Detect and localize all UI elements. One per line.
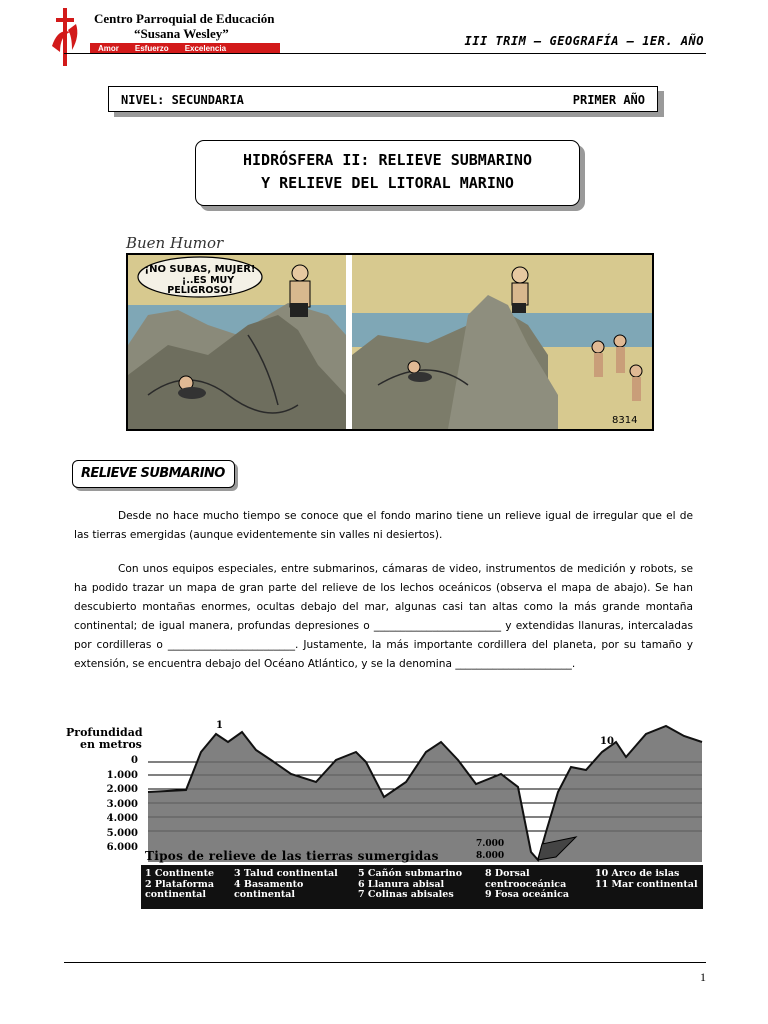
school-name: Centro Parroquial de Educación	[94, 11, 275, 26]
legend-item: 4 Basamento	[234, 878, 304, 890]
depth-label: 5.000	[106, 827, 138, 839]
depth-axis-title	[66, 727, 143, 751]
section-label: RELIEVE SUBMARINO	[81, 466, 225, 481]
title-line-1: HIDRÓSFERA II: RELIEVE SUBMARINO	[243, 151, 532, 169]
paragraph-2	[74, 560, 693, 674]
legend-item: 8 Dorsal	[485, 868, 530, 879]
humor-label: Buen Humor	[126, 234, 224, 252]
motto-effort: Esfuerzo	[134, 44, 169, 53]
paragraph-1	[74, 507, 693, 545]
speech-line-2: ¡..ES MUY	[181, 275, 235, 286]
comic-panel-2	[352, 255, 652, 429]
legend-item: 2 Plataforma	[145, 878, 215, 890]
section-tag	[72, 460, 235, 488]
marker-10: 10	[600, 736, 614, 747]
legend-column	[595, 869, 707, 905]
level-label: NIVEL: SECUNDARIA	[121, 93, 244, 107]
depth-label: 3.000	[106, 798, 138, 810]
depth-label: 0	[131, 755, 138, 766]
legend-column	[358, 869, 485, 905]
school-subtitle: “Susana Wesley”	[134, 26, 229, 41]
paragraph-2-text: Con unos equipos especiales, entre submarinos, cámaras de video, instrumentos de medición y robots, se ha podido trazar un mapa de gran parte del relieve de los lechos oceánicos (observa el mapa de abajo). Se han descubierto montañas enormes, ocultas debajo del mar, algunas casi tan altas como la más grande montaña continental; de igual manera, profundas depresiones o ________________________ y extendidas llanuras, intercaladas por cordilleras o ________________________. Justamente, la más importante cordillera del planeta, por su tamaño y extensión, se encuentra debajo del Océano Atlántico, y se la denomina ______________________.	[74, 563, 693, 670]
legend-column	[145, 869, 234, 905]
depth-label: 6.000	[106, 842, 138, 853]
paragraph-1-text: Desde no hace mucho tiempo se conoce que el fondo marino tiene un relieve igual de irregular que el de las tierras emergidas (aunque evidentemente sin valles ni desiertos).	[74, 510, 693, 541]
title-line-2: Y RELIEVE DEL LITORAL MARINO	[261, 174, 514, 192]
depth-label: 1.000	[106, 769, 138, 781]
level-bar	[108, 86, 658, 112]
motto-love: Amor	[98, 44, 119, 53]
speech-line-3: PELIGROSO!	[167, 285, 233, 296]
depth-title-line-2: en metros	[80, 738, 142, 751]
speech-line-1: ¡NO SUBAS, MUJER!	[144, 264, 256, 275]
relief-legend	[141, 865, 703, 909]
legend-item: 3 Talud continental	[234, 868, 338, 879]
deep-depth-labels	[476, 838, 504, 862]
year-label: PRIMER AÑO	[572, 93, 645, 107]
deep-depth-label: 8.000	[476, 851, 505, 861]
comic-panel-1	[128, 255, 346, 429]
page-number: 1	[700, 970, 706, 984]
school-logo	[50, 6, 80, 68]
legend-column	[485, 869, 595, 905]
legend-item: 7 Colinas abisales	[358, 889, 454, 900]
depth-axis	[66, 754, 138, 856]
legend-item: 5 Cañón submarino	[358, 868, 463, 879]
legend-column	[234, 869, 358, 905]
depth-label: 2.000	[106, 784, 138, 795]
legend-item: continental	[234, 889, 296, 900]
footer-divider	[64, 962, 706, 963]
relief-types-title: Tipos de relieve de las tierras sumergidas	[145, 849, 439, 863]
legend-item: continental	[145, 889, 207, 900]
legend-item: 10 Arco de islas	[595, 868, 680, 879]
motto-excellence: Excelencia	[184, 44, 227, 53]
legend-item: 1 Continente	[145, 868, 215, 879]
legend-item: 9 Fosa oceánica	[485, 889, 570, 900]
depth-title-line-1: Profundidad	[66, 726, 143, 739]
depth-label: 4.000	[106, 813, 138, 824]
header-divider	[64, 53, 706, 54]
deep-depth-label: 7.000	[476, 839, 505, 849]
legend-item: 11 Mar continental	[595, 878, 698, 890]
legend-item: centrooceánica	[485, 878, 567, 890]
page-title	[195, 140, 580, 206]
strip-number: 8314	[612, 415, 638, 426]
legend-item: 6 Llanura abisal	[358, 878, 445, 890]
marker-1: 1	[216, 720, 223, 731]
comic-strip	[126, 253, 654, 431]
course-label: III TRIM – GEOGRAFÍA – 1ER. AÑO	[464, 34, 704, 48]
